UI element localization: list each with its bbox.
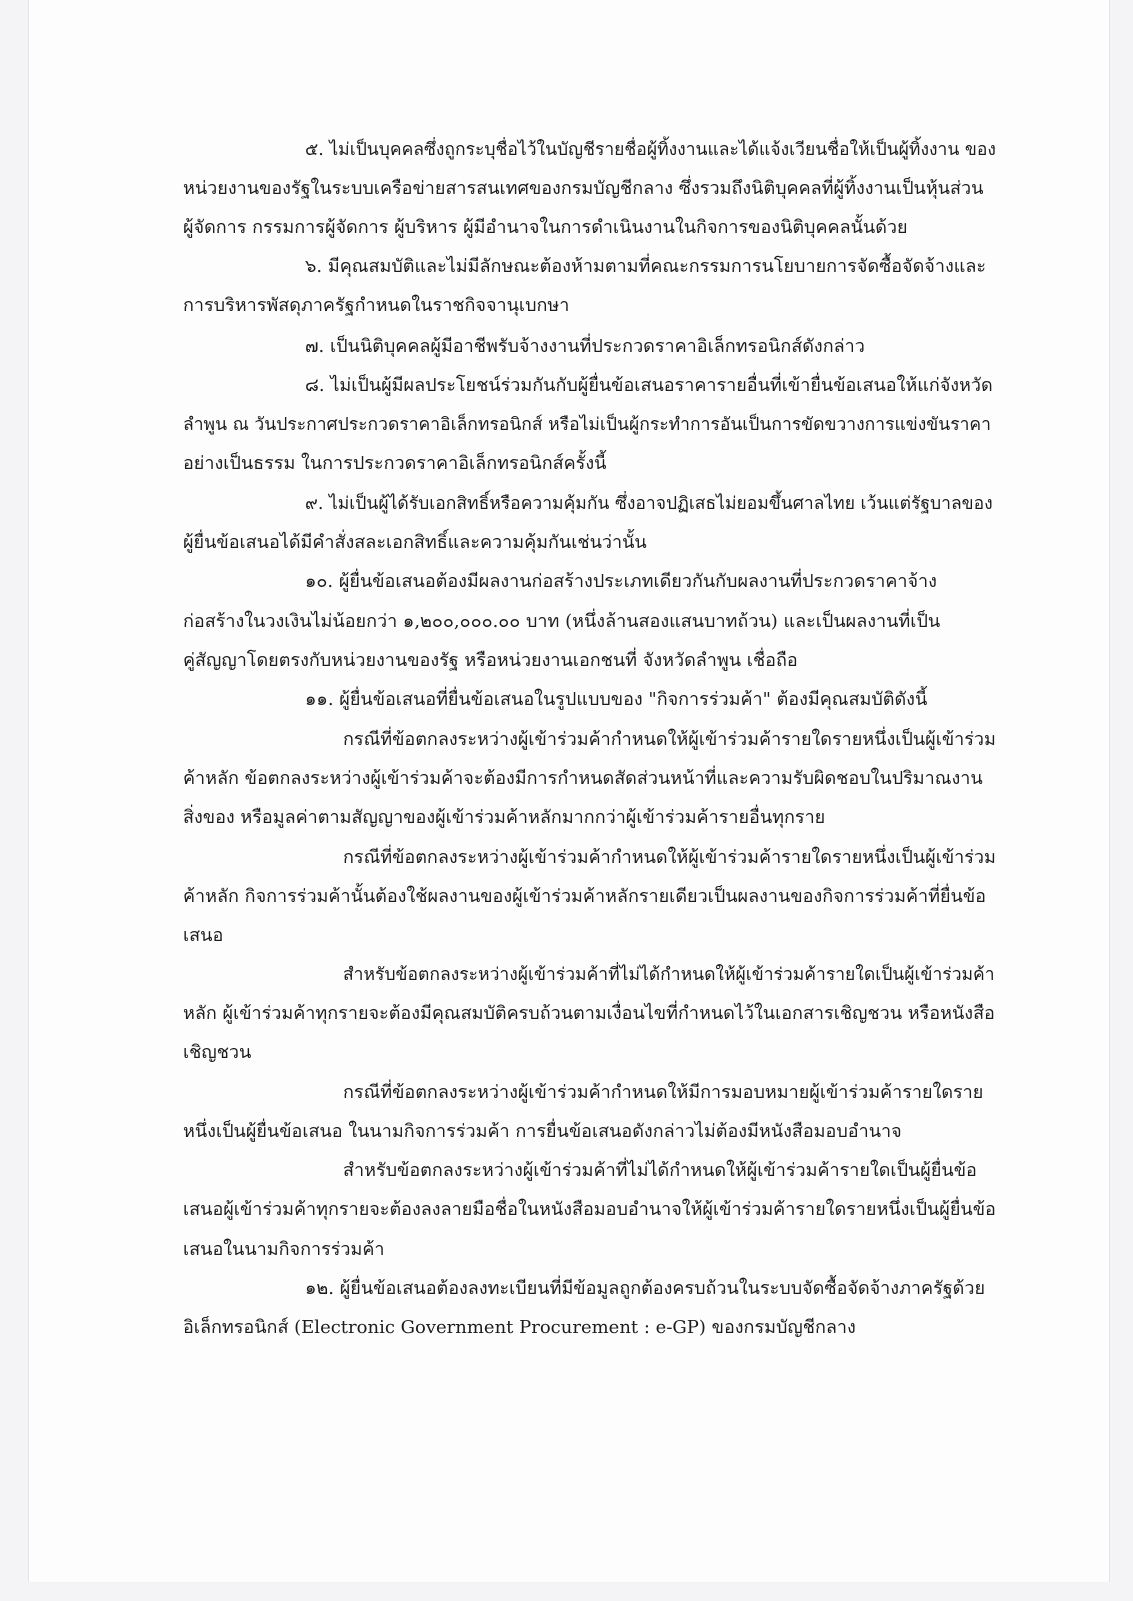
clause-11-para-2-line-3: เสนอ — [183, 925, 224, 946]
clause-11-para-2-line-2: ค้าหลัก กิจการร่วมค้านั้นต้องใช้ผลงานของผู้เข้าร่วมค้าหลักรายเดียวเป็นผลงานของกิจการร่วมค้าที่ยื่นข้อ — [183, 886, 986, 907]
clause-6-line-2: การบริหารพัสดุภาครัฐกำหนดในราชกิจจานุเบกษา — [183, 295, 570, 316]
clause-7-line-1: ๗. เป็นนิติบุคคลผู้มีอาชีพรับจ้างงานที่ประกวดราคาอิเล็กทรอนิกส์ดังกล่าว — [305, 336, 865, 357]
clause-11-para-4-line-1: กรณีที่ข้อตกลงระหว่างผู้เข้าร่วมค้ากำหนดให้มีการมอบหมายผู้เข้าร่วมค้ารายใดราย — [343, 1082, 984, 1103]
clause-11-para-5-line-1: สำหรับข้อตกลงระหว่างผู้เข้าร่วมค้าที่ไม่ได้กำหนดให้ผู้เข้าร่วมค้ารายใดเป็นผู้ยื่นข้อ — [343, 1160, 977, 1181]
clause-9-line-2: ผู้ยื่นข้อเสนอได้มีคำสั่งสละเอกสิทธิ์และความคุ้มกันเช่นว่านั้น — [183, 532, 647, 553]
clause-12-line-2: อิเล็กทรอนิกส์ (Electronic Government Procurement : e-GP) ของกรมบัญชีกลาง — [183, 1317, 856, 1338]
clause-11-para-1-line-2: ค้าหลัก ข้อตกลงระหว่างผู้เข้าร่วมค้าจะต้องมีการกำหนดสัดส่วนหน้าที่และความรับผิดชอบในปริมาณงาน — [183, 768, 983, 789]
clause-11-para-5-line-2: เสนอผู้เข้าร่วมค้าทุกรายจะต้องลงลายมือชื่อในหนังสือมอบอำนาจให้ผู้เข้าร่วมค้ารายใดรายหนึ่งเป็นผู้ยื่นข้อ — [183, 1199, 996, 1220]
clause-10-line-1: ๑๐. ผู้ยื่นข้อเสนอต้องมีผลงานก่อสร้างประเภทเดียวกันกับผลงานที่ประกวดราคาจ้าง — [305, 571, 937, 592]
clause-12-line-1: ๑๒. ผู้ยื่นข้อเสนอต้องลงทะเบียนที่มีข้อมูลถูกต้องครบถ้วนในระบบจัดซื้อจัดจ้างภาครัฐด้วย — [305, 1278, 986, 1299]
clause-10-line-2: ก่อสร้างในวงเงินไม่น้อยกว่า ๑,๒๐๐,๐๐๐.๐๐ บาท (หนึ่งล้านสองแสนบาทถ้วน) และเป็นผลงานที่เป็น — [183, 611, 941, 632]
clause-9-line-1: ๙. ไม่เป็นผู้ได้รับเอกสิทธิ์หรือความคุ้มกัน ซึ่งอาจปฏิเสธไม่ยอมขึ้นศาลไทย เว้นแต่รัฐบาลของ — [305, 494, 993, 514]
clause-5-line-2: หน่วยงานของรัฐในระบบเครือข่ายสารสนเทศของกรมบัญชีกลาง ซึ่งรวมถึงนิติบุคคลที่ผู้ทิ้งงานเป็นหุ้นส่วน — [183, 178, 984, 199]
clause-11-para-5-line-3: เสนอในนามกิจการร่วมค้า — [183, 1239, 385, 1260]
clause-8-line-3: อย่างเป็นธรรม ในการประกวดราคาอิเล็กทรอนิกส์ครั้งนี้ — [183, 453, 607, 474]
clause-5-line-3: ผู้จัดการ กรรมการผู้จัดการ ผู้บริหาร ผู้มีอำนาจในการดำเนินงานในกิจการของนิติบุคคลนั้นด้วย — [183, 217, 908, 238]
clause-11-para-3-line-2: หลัก ผู้เข้าร่วมค้าทุกรายจะต้องมีคุณสมบัติครบถ้วนตามเงื่อนไขที่กำหนดไว้ในเอกสารเชิญชวน หรือหนังสือ — [183, 1003, 995, 1024]
clause-11-para-3-line-1: สำหรับข้อตกลงระหว่างผู้เข้าร่วมค้าที่ไม่ได้กำหนดให้ผู้เข้าร่วมค้ารายใดเป็นผู้เข้าร่วมค้า — [343, 965, 995, 985]
clause-8-line-1: ๘. ไม่เป็นผู้มีผลประโยชน์ร่วมกันกับผู้ยื่นข้อเสนอราคารายอื่นที่เข้ายื่นข้อเสนอให้แก่จังหวัด — [305, 375, 993, 396]
clause-11-para-1-line-3: สิ่งของ หรือมูลค่าตามสัญญาของผู้เข้าร่วมค้าหลักมากกว่าผู้เข้าร่วมค้ารายอื่นทุกราย — [183, 807, 826, 828]
clause-10-line-3: คู่สัญญาโดยตรงกับหน่วยงานของรัฐ หรือหน่วยงานเอกชนที่ จังหวัดลำพูน เชื่อถือ — [183, 650, 798, 671]
clause-8-line-2: ลำพูน ณ วันประกาศประกวดราคาอิเล็กทรอนิกส์ หรือไม่เป็นผู้กระทำการอันเป็นการขัดขวางการแข่งขันราคา — [183, 415, 991, 435]
clause-11-para-2-line-1: กรณีที่ข้อตกลงระหว่างผู้เข้าร่วมค้ากำหนดให้ผู้เข้าร่วมค้ารายใดรายหนึ่งเป็นผู้เข้าร่วม — [343, 847, 996, 868]
clause-11-para-3-line-3: เชิญชวน — [183, 1042, 252, 1063]
clause-11-para-4-line-2: หนึ่งเป็นผู้ยื่นข้อเสนอ ในนามกิจการร่วมค้า การยื่นข้อเสนอดังกล่าวไม่ต้องมีหนังสือมอบอำนาจ — [183, 1121, 902, 1142]
clause-6-line-1: ๖. มีคุณสมบัติและไม่มีลักษณะต้องห้ามตามที่คณะกรรมการนโยบายการจัดซื้อจัดจ้างและ — [305, 256, 987, 277]
clause-11-line-1: ๑๑. ผู้ยื่นข้อเสนอที่ยื่นข้อเสนอในรูปแบบของ "กิจการร่วมค้า" ต้องมีคุณสมบัติดังนี้ — [305, 689, 928, 710]
clause-11-para-1-line-1: กรณีที่ข้อตกลงระหว่างผู้เข้าร่วมค้ากำหนดให้ผู้เข้าร่วมค้ารายใดรายหนึ่งเป็นผู้เข้าร่วม — [343, 729, 996, 750]
clause-5-line-1: ๕. ไม่เป็นบุคคลซึ่งถูกระบุชื่อไว้ในบัญชีรายชื่อผู้ทิ้งงานและได้แจ้งเวียนชื่อให้เป็นผู้ทิ้งงาน ของ — [305, 140, 996, 160]
